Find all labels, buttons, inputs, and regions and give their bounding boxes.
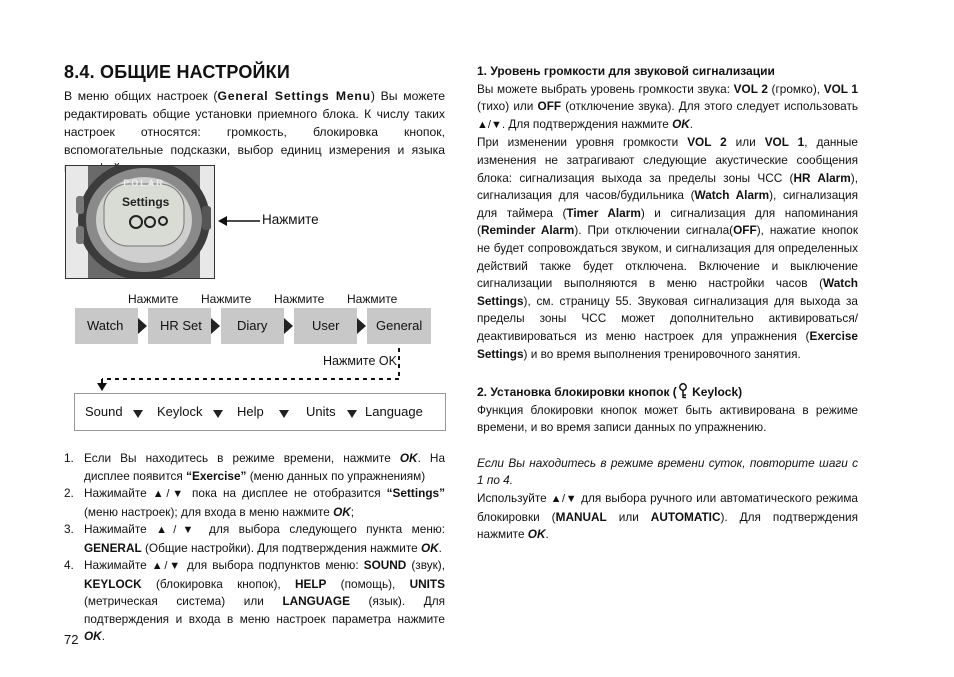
up-down-arrows-icon: ▲/▼: [477, 118, 502, 131]
press-ok-label: Нажмите OK: [323, 354, 397, 368]
down-arrow-icon: [133, 410, 143, 418]
menu-name: General Settings Menu: [217, 89, 371, 103]
pointer-arrow-icon: [218, 214, 260, 228]
press-label-2: Нажмите: [201, 292, 252, 306]
steps-list: [64, 450, 445, 646]
right-column: [477, 63, 858, 544]
key-icon: [677, 383, 689, 399]
keylock-note: Если Вы находитесь в режиме времени суток, повторите шаги с 1 по 4.: [477, 455, 858, 488]
watch-screen-text: Settings: [122, 195, 170, 209]
right-arrow-icon: [284, 318, 294, 334]
submenu-item-help: Help: [237, 404, 264, 419]
menu-item-general: General: [367, 308, 431, 344]
menu-item-hr-set: HR Set: [148, 308, 211, 344]
press-label-1: Нажмите: [128, 292, 179, 306]
keylock-mode-paragraph: Используйте ▲/▼ для выбора ручного или автоматического режима блокировки (MANUAL или AUTOMATIC). Для подтверждения нажмите OK.: [477, 491, 858, 542]
menu-item-user: User: [294, 308, 357, 344]
up-down-arrows-icon: ▲/▼: [151, 560, 182, 572]
up-down-arrows-icon: ▲/▼: [550, 493, 578, 506]
press-label-3: Нажмите: [274, 292, 325, 306]
alarm-paragraph: При изменении уровня громкости VOL 2 или VOL 1, данные изменения не затрагивают следующие акустические сообщения блока: сигнализация выхода за пределы зоны ЧСС (HR Alarm), сигнализация для часов/будильника (Watch Alarm), сигнализация для таймера (Timer Alarm) и сигнализация для напоминания (Reminder Alarm). При отключении сигнала(OFF), нажатие кнопок не будет сопровождаться звуком, и сигнализация для определенных действий также будет отключена. Включение и выключение сигнализации выполняются в меню настройки часов (Watch Settings), см. страницу 55. Звуковая сигнализация для выхода за пределы зоны ЧСС может дополнительно активироваться/деактивироваться из меню настроек для упражнения (Exercise Settings) и во время выполнения тренировочного занятия.: [477, 135, 859, 361]
press-label-4: Нажмите: [347, 292, 398, 306]
submenu-row: [74, 393, 446, 431]
down-arrow-icon: [347, 410, 357, 418]
submenu-item-language: Language: [365, 404, 423, 419]
dashed-connector: [94, 346, 404, 392]
menu-item-watch: Watch: [75, 308, 138, 344]
volume-paragraph: Вы можете выбрать уровень громкости звука: VOL 2 (громко), VOL 1 (тихо) или OFF (отключение звука). Для этого следует использовать ▲/▼. Для подтверждения нажмите OK.: [477, 81, 858, 131]
menu-item-diary: Diary: [221, 308, 284, 344]
submenu-item-units: Units: [306, 404, 336, 419]
down-arrow-icon: [279, 410, 289, 418]
up-down-arrows-icon: ▲/▼: [152, 488, 186, 500]
submenu-item-sound: Sound: [85, 404, 123, 419]
step-2: 2. Нажимайте ▲/▼ пока на дисплее не отобразится “Settings” (меню настроек); для входа в меню нажмите OK;: [64, 486, 445, 519]
section-keylock-title: 2. Установка блокировки кнопок ( Keylock): [477, 385, 743, 400]
down-arrow-icon: [213, 410, 223, 418]
right-arrow-icon: [211, 318, 221, 334]
step-4: 4. Нажимайте ▲/▼ для выбора подпунктов меню: SOUND (звук), KEYLOCK (блокировка кнопок), HELP (помощь), UNITS (метрическая система) или LANGUAGE (язык). Для подтверждения и входа в меню настроек параметра нажмите OK.: [64, 558, 445, 643]
watch-illustration: [65, 165, 215, 279]
right-arrow-icon: [138, 318, 148, 334]
right-arrow-icon: [357, 318, 367, 334]
step-1: 1. Если Вы находитесь в режиме времени, нажмите OK. На дисплее появится “Exercise” (меню данных по упражнениям): [64, 451, 445, 483]
intro-paragraph: В меню общих настроек (General Settings Menu) Вы можете редактировать общие установки приемного блока. К числу таких настроек относятся: громкость, блокировка кнопок, вспомогательные подсказки, выбор единиц измерения и языка: [64, 89, 445, 157]
press-label: Нажмите: [262, 212, 319, 227]
submenu-item-keylock: Keylock: [157, 404, 203, 419]
section-heading: 8.4. ОБЩИЕ НАСТРОЙКИ: [64, 62, 290, 82]
watch-brand: POLAR: [123, 178, 165, 188]
up-down-arrows-icon: ▲/▼: [156, 524, 200, 536]
page-number: 72: [64, 632, 79, 647]
step-3: 3. Нажимайте ▲/▼ для выбора следующего пункта меню: GENERAL (Общие настройки). Для подтверждения нажмите OK.: [64, 522, 445, 555]
watch-drawing: [66, 166, 214, 278]
keylock-paragraph: Функция блокировки кнопок может быть активирована в режиме времени, и во время записи данных по упражнению.: [477, 402, 858, 435]
section-volume-title: 1. Уровень громкости для звуковой сигнализации: [477, 64, 775, 78]
